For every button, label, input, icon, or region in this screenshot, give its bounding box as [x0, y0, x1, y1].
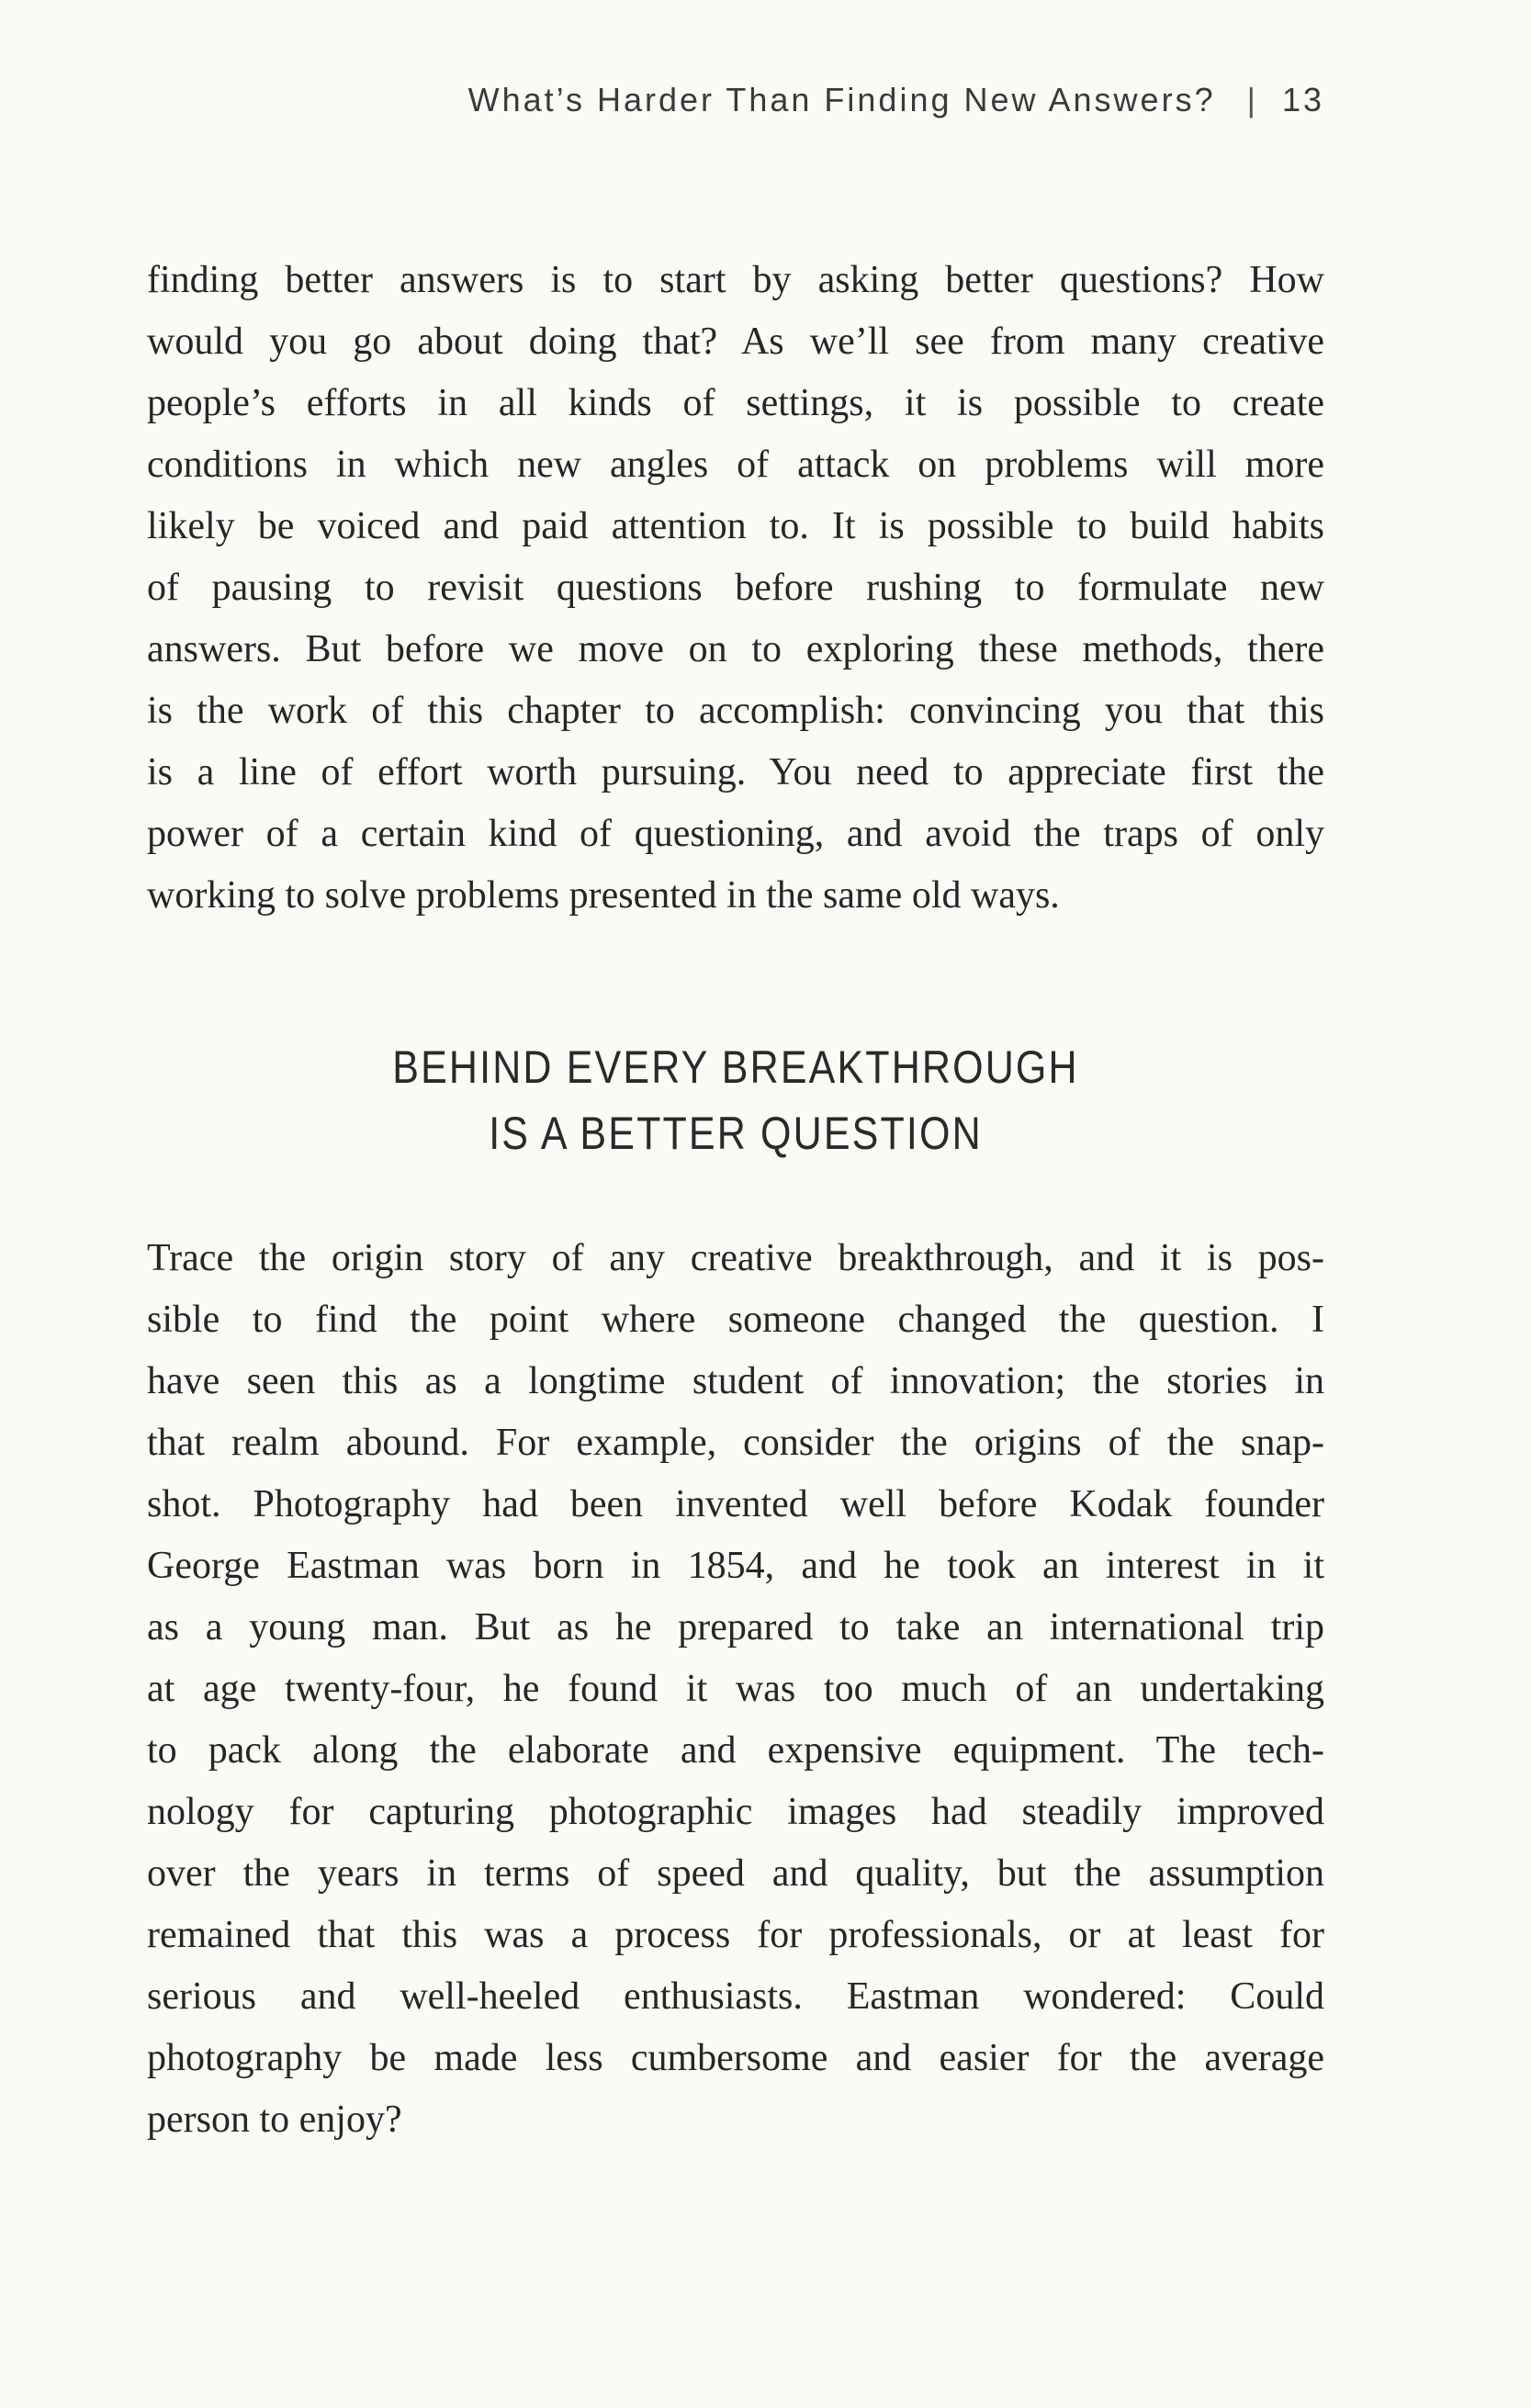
text-line: at age twenty-four, he found it was too much of an undertaking — [147, 1668, 1324, 1710]
text-line: as a young man. But as he prepared to take an international trip — [147, 1606, 1324, 1648]
text-line: likely be voiced and paid attention to. It is possible to build habits — [147, 505, 1324, 547]
header-separator: | — [1246, 81, 1258, 118]
text-line: remained that this was a process for professionals, or at least for — [147, 1914, 1324, 1956]
text-line: people’s efforts in all kinds of settings, it is possible to create — [147, 382, 1324, 424]
section-heading-line: IS A BETTER QUESTION — [489, 1108, 983, 1159]
text-line: have seen this as a longtime student of innovation; the stories in — [147, 1360, 1324, 1402]
text-line: Trace the origin story of any creative breakthrough, and it is pos- — [147, 1237, 1324, 1279]
text-line: sible to find the point where someone changed the question. I — [147, 1299, 1324, 1341]
text-line: over the years in terms of speed and quality, but the assumption — [147, 1852, 1324, 1895]
section-heading-line: BEHIND EVERY BREAKTHROUGH — [392, 1041, 1079, 1093]
text-line: power of a certain kind of questioning, and avoid the traps of only — [147, 813, 1324, 855]
text-line: shot. Photography had been invented well before Kodak founder — [147, 1483, 1324, 1525]
text-line: working to solve problems presented in the same old ways. — [147, 874, 1060, 917]
text-line: would you go about doing that? As we’ll see from many creative — [147, 321, 1324, 363]
text-line: is the work of this chapter to accomplish: convincing you that this — [147, 690, 1324, 732]
text-line: finding better answers is to start by asking better questions? How — [147, 259, 1324, 301]
text-line: is a line of effort worth pursuing. You need to appreciate first the — [147, 751, 1324, 793]
text-line: that realm abound. For example, consider the origins of the snap- — [147, 1422, 1324, 1464]
text-line: photography be made less cumbersome and easier for the average — [147, 2037, 1324, 2079]
text-line: of pausing to revisit questions before rushing to formulate new — [147, 567, 1324, 609]
text-line: nology for capturing photographic images had steadily improved — [147, 1791, 1324, 1833]
paragraph-2 — [147, 1228, 1324, 2151]
text-line: conditions in which new angles of attack on problems will more — [147, 444, 1324, 486]
section-heading — [230, 1034, 1243, 1166]
text-line: answers. But before we move on to exploring these methods, there — [147, 628, 1324, 670]
paragraph-1 — [147, 250, 1324, 927]
page-number: 13 — [1281, 81, 1324, 118]
running-head — [147, 81, 1324, 119]
text-line: serious and well-heeled enthusiasts. Eastman wondered: Could — [147, 1975, 1324, 2018]
text-line: to pack along the elaborate and expensive equipment. The tech- — [147, 1729, 1324, 1772]
running-title: What’s Harder Than Finding New Answers? — [467, 81, 1216, 118]
text-line: George Eastman was born in 1854, and he took an interest in it — [147, 1545, 1324, 1587]
text-line: person to enjoy? — [147, 2099, 402, 2141]
